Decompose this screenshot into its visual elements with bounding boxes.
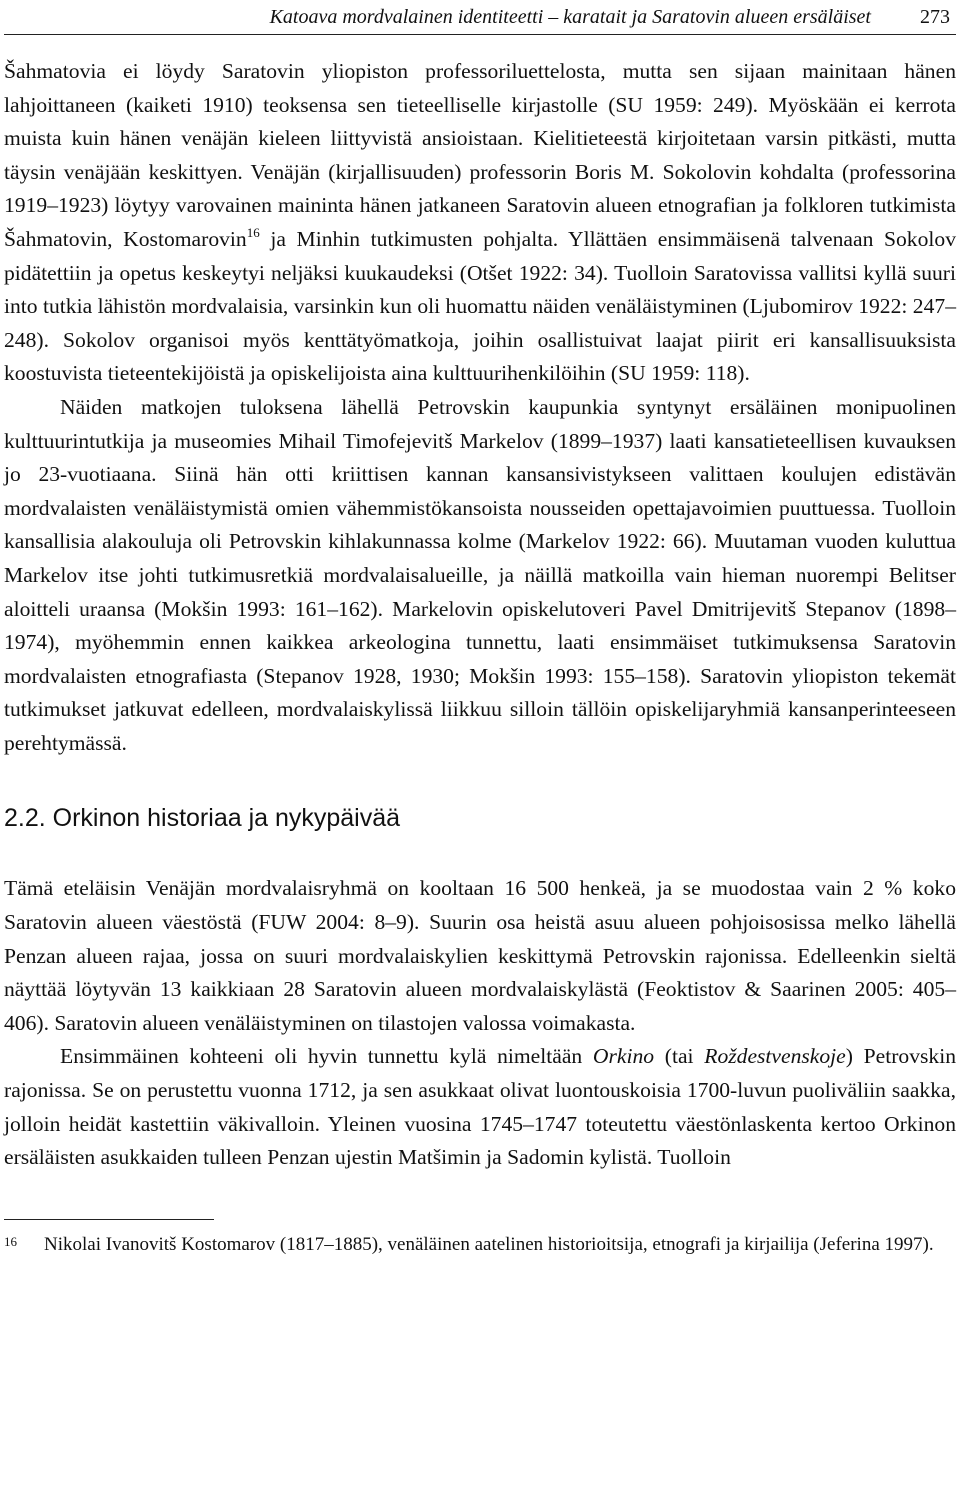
body-text xyxy=(4,55,956,1175)
running-header xyxy=(4,0,956,35)
section-heading: 2.2. Orkinon historiaa ja nykypäivää xyxy=(4,804,401,833)
footnote-reference: 16 xyxy=(246,224,260,240)
paragraph-4 xyxy=(4,1040,956,1174)
paragraph-4-text-c: ) Petrovskin rajonissa. Se on perustettu vuonna 1712, ja sen asukkaat olivat luontouskoisia 1700-luvun puoliväliin saakka, jolloin heidät kastettiin väkivalloin. Yleinen vuosina 1745–1747 toteutettu väestönlaskenta kertoo Orkinon ersäläisten asukkaiden tulleen Penzan ujestin Matšimin ja Sadomin kylistä. Tuolloin xyxy=(4,1044,957,1170)
place-name-orkino: Orkino xyxy=(592,1044,655,1069)
paragraph-1-text-b: ja Minhin tutkimusten pohjalta. Yllättäen ensimmäisenä talvenaan Sokolov pidätettiin ja opetus keskeytyi neljäksi kuukaudeksi (Otšet 1922: 34). Tuolloin Saratovissa vallitsi kyllä suuri into tutkia lähistön mordvalaisia, varsinkin kun oli huomattu näiden venäläistyminen (Ljubomirov 1922: 247–248). Sokolov organisoi myös kenttätyömatkoja, joihin osallistuivat laajat piirit eri kansallisuuksista koostuvista tieteentekijöistä ja opiskelijoista aina kulttuurihenkilöihin (SU 1959: 118). xyxy=(4,226,956,386)
paragraph-1-text-a: Šahmatovia ei löydy Saratovin yliopiston professoriluettelosta, mutta sen sijaan mainitaan hänen lahjoittaneen (kaiketi 1910) teoksensa sen tieteelliselle kirjastolle (SU 1959: 249). Myöskään ei kerrota muista kuin hänen venäjän kieleen liittyvistä ansioistaan. Kielitieteestä kirjoitetaan varsin pitkästi, mutta täysin venäjään keskittyen. Venäjän (kirjallisuuden) professorin Boris M. Sokolovin kohdalta (professorina 1919–1923) löytyy varovainen maininta hänen jatkaneen Saratovin alueen etnografian ja folkloren tutkimista Šahmatovin, Kostomarovin xyxy=(4,59,956,251)
paragraph-2: Näiden matkojen tuloksena lähellä Petrovskin kaupunkia syntynyt ersäläinen monipuolinen kulttuurintutkija ja museomies Mihail Timofejevitš Markelov (1899–1937) laati kansatieteellisen kuvauksen jo 23-vuotiaana. Siinä hän otti kriittisen kannan kansansivistykseen valittaen koulujen edistävän mordvalaisten venäläistymistä omien vähemmistökansoista nousseiden opettajavoimien puuttuessa. Tuolloin kansallisia alakouluja oli Petrovskin kihlakunnassa kolme (Markelov 1922: 66). Muutaman vuoden kuluttua Markelov itse johti tutkimusretkiä mordvalaisalueille, ja näillä matkoilla vain hieman nuorempi Belitser aloitteli uraansa (Mokšin 1993: 161–162). Markelovin opiskelutoveri Pavel Dmitrijevitš Stepanov (1898–1974), myöhemmin ennen kaikkea arkeologina tunnettu, laati ensimmäiset tutkimuksensa Saratovin mordvalaisten etnografiasta (Stepanov 1928, 1930; Mokšin 1993: 155–158). Saratovin yliopiston tekemät tutkimukset jatkuvat edelleen, mordvalaiskylissä liikkuu silloin tällöin opiskelijaryhmiä kansanperinteeseen perehtymässä. xyxy=(4,394,956,755)
paragraph-4-text-b: (tai xyxy=(654,1044,705,1069)
page-number: 273 xyxy=(920,6,950,28)
footnote-divider xyxy=(4,1219,214,1220)
paragraph-4-text-a: Ensimmäinen kohteeni oli hyvin tunnettu kylä nimeltään xyxy=(60,1044,593,1069)
paragraph-1 xyxy=(4,55,956,391)
place-name-rozdestvenskoje: Roždestvenskoje xyxy=(704,1044,846,1069)
running-title: Katoava mordvalainen identiteetti – karatait ja Saratovin alueen ersäläiset xyxy=(269,6,871,28)
footnote-mark: 16 xyxy=(4,1233,17,1249)
paragraph-3: Tämä eteläisin Venäjän mordvalaisryhmä on kooltaan 16 500 henkeä, ja se muodostaa vain 2 % koko Saratovin alueen väestöstä (FUW 2004: 8–9). Suurin osa heistä asuu alueen pohjoisosissa melko lähellä Penzan alueen rajaa, jossa on suuri mordvalaiskylien keskittymä Petrovskin rajonissa. Edelleenkin sieltä näyttää löytyvän 13 kaikkiaan 28 Saratovin alueen mordvalaiskylästä (Feoktistov & Saarinen 2005: 405–406). Saratovin alueen venäläistyminen on tilastojen valossa voimakasta. xyxy=(4,876,956,1035)
footnote xyxy=(4,1230,956,1259)
footnote-text: Nikolai Ivanovitš Kostomarov (1817–1885), venäläinen aatelinen historioitsija, etnografi ja kirjailija (Jeferina 1997). xyxy=(44,1233,934,1255)
